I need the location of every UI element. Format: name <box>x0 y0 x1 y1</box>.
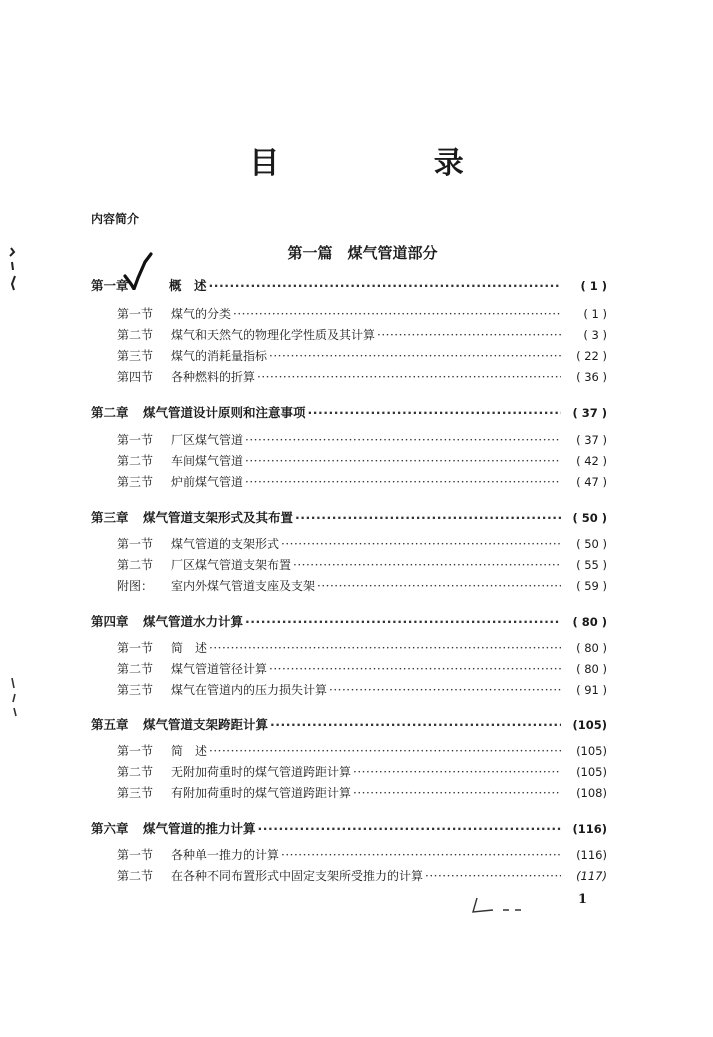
section-title: 简 述 <box>171 744 208 758</box>
toc-section-row <box>117 763 607 780</box>
toc-section-row <box>117 368 607 385</box>
page-reference: ( 47 ) <box>576 475 607 489</box>
toc-section-row <box>117 639 607 656</box>
page-reference: ( 42 ) <box>576 454 607 468</box>
toc-chapter-row <box>91 612 607 630</box>
page-reference: ( 3 ) <box>583 328 607 342</box>
section-title: 简 述 <box>171 641 208 655</box>
section-number: 第三节 <box>117 786 154 800</box>
leader-dots <box>233 307 561 321</box>
section-number: 第二节 <box>117 765 154 779</box>
page-reference: ( 50 ) <box>572 511 607 525</box>
page-reference: (116) <box>572 822 607 836</box>
chapter-title: 煤气管道设计原则和注意事项 <box>143 405 306 420</box>
section-title: 煤气管道的支架形式 <box>171 537 280 551</box>
chapter-title: 煤气管道的推力计算 <box>143 821 256 836</box>
toc-chapter-row <box>91 508 607 526</box>
leader-dots <box>353 765 561 779</box>
leader-dots <box>269 662 561 676</box>
leader-dots <box>317 579 561 593</box>
section-number: 第二节 <box>117 328 154 342</box>
toc-section-row <box>117 452 607 469</box>
toc-section-row <box>117 577 607 594</box>
chapter-number: 第三章 <box>91 510 129 525</box>
page-title: 目 录 <box>249 146 536 181</box>
chapter-title: 煤气管道水力计算 <box>143 614 244 629</box>
toc-chapter-row <box>91 819 607 837</box>
leader-dots <box>245 475 561 489</box>
page-reference: (105) <box>576 765 607 779</box>
leader-dots <box>270 717 561 732</box>
toc-section-row <box>117 326 607 343</box>
toc-section-row <box>117 305 607 322</box>
page-reference: ( 80 ) <box>572 615 607 629</box>
page-reference: ( 36 ) <box>576 370 607 384</box>
section-number: 附图： <box>117 579 154 593</box>
section-title: 在各种不同布置形式中固定支架所受推力的计算 <box>171 869 424 883</box>
section-number: 第三节 <box>117 475 154 489</box>
section-title: 各种燃料的折算 <box>171 370 256 384</box>
chapter-number: 第二章 <box>91 405 129 420</box>
leader-dots <box>258 821 561 836</box>
page-reference: ( 80 ) <box>576 662 607 676</box>
section-number: 第一节 <box>117 641 154 655</box>
section-title: 煤气的分类 <box>171 307 232 321</box>
section-title: 炉前煤气管道 <box>171 475 244 489</box>
section-number: 第一节 <box>117 433 154 447</box>
leader-dots <box>293 558 561 572</box>
page-reference: ( 1 ) <box>583 307 607 321</box>
part-title: 第一篇 煤气管道部分 <box>287 244 438 262</box>
section-title: 室内外煤气管道支座及支架 <box>171 579 316 593</box>
section-number: 第三节 <box>117 349 154 363</box>
toc-section-row <box>117 556 607 573</box>
chapter-number: 第四章 <box>91 614 129 629</box>
leader-dots <box>269 349 561 363</box>
chapter-number: 第一章 <box>91 278 129 293</box>
leader-dots <box>281 537 561 551</box>
page-reference: (108) <box>576 786 607 800</box>
chapter-title: 煤气管道支架跨距计算 <box>143 717 269 732</box>
section-number: 第一节 <box>117 307 154 321</box>
pen-mark-icon <box>465 896 525 918</box>
intro-heading: 内容简介 <box>91 212 140 226</box>
leader-dots <box>209 278 561 293</box>
toc-section-row <box>117 660 607 677</box>
section-title: 无附加荷重时的煤气管道跨距计算 <box>171 765 352 779</box>
page-reference: ( 50 ) <box>576 537 607 551</box>
section-number: 第二节 <box>117 454 154 468</box>
section-title: 煤气的消耗量指标 <box>171 349 268 363</box>
toc-chapter-row <box>91 276 607 294</box>
section-number: 第四节 <box>117 370 154 384</box>
section-title: 厂区煤气管道 <box>171 433 244 447</box>
page-reference: ( 37 ) <box>572 406 607 420</box>
toc-section-row <box>117 742 607 759</box>
page-reference: ( 37 ) <box>576 433 607 447</box>
leader-dots <box>425 869 561 883</box>
page-reference: ( 22 ) <box>576 349 607 363</box>
section-title: 煤气管道管径计算 <box>171 662 268 676</box>
toc-section-row <box>117 846 607 863</box>
toc-section-row <box>117 473 607 490</box>
leader-dots <box>245 433 561 447</box>
toc-section-row <box>117 784 607 801</box>
page-reference: (105) <box>572 718 607 732</box>
section-title: 煤气在管道内的压力损失计算 <box>171 683 328 697</box>
page-reference: ( 80 ) <box>576 641 607 655</box>
leader-dots <box>245 454 561 468</box>
chapter-title: 概 述 <box>169 278 207 293</box>
leader-dots <box>209 641 561 655</box>
section-number: 第二节 <box>117 869 154 883</box>
toc-section-row <box>117 867 607 884</box>
leader-dots <box>295 510 561 525</box>
leader-dots <box>377 328 561 342</box>
toc-section-row <box>117 431 607 448</box>
binding-mark-icon <box>8 676 20 718</box>
page-reference: (105) <box>576 744 607 758</box>
chapter-title: 煤气管道支架形式及其布置 <box>143 510 294 525</box>
toc-chapter-row <box>91 715 607 733</box>
leader-dots <box>353 786 561 800</box>
toc-section-row <box>117 535 607 552</box>
section-number: 第二节 <box>117 558 154 572</box>
section-title: 车间煤气管道 <box>171 454 244 468</box>
page-reference: ( 91 ) <box>576 683 607 697</box>
leader-dots <box>329 683 561 697</box>
leader-dots <box>245 614 561 629</box>
chapter-number: 第六章 <box>91 821 129 836</box>
toc-section-row <box>117 681 607 698</box>
page-number: 1 <box>578 892 588 907</box>
section-title: 煤气和天然气的物理化学性质及其计算 <box>171 328 376 342</box>
section-title: 有附加荷重时的煤气管道跨距计算 <box>171 786 352 800</box>
leader-dots <box>308 405 561 420</box>
chapter-number: 第五章 <box>91 717 129 732</box>
leader-dots <box>209 744 561 758</box>
section-number: 第一节 <box>117 537 154 551</box>
section-number: 第一节 <box>117 744 154 758</box>
leader-dots <box>257 370 561 384</box>
page-reference: (117) <box>576 869 607 883</box>
section-title: 各种单一推力的计算 <box>171 848 280 862</box>
section-number: 第一节 <box>117 848 154 862</box>
page-reference: ( 1 ) <box>580 279 607 293</box>
page-reference: ( 59 ) <box>576 579 607 593</box>
section-title: 厂区煤气管道支架布置 <box>171 558 292 572</box>
leader-dots <box>281 848 561 862</box>
toc-section-row <box>117 347 607 364</box>
section-number: 第三节 <box>117 683 154 697</box>
binding-mark-icon <box>6 246 20 292</box>
page-reference: (116) <box>576 848 607 862</box>
toc-chapter-row <box>91 403 607 421</box>
page-reference: ( 55 ) <box>576 558 607 572</box>
section-number: 第二节 <box>117 662 154 676</box>
